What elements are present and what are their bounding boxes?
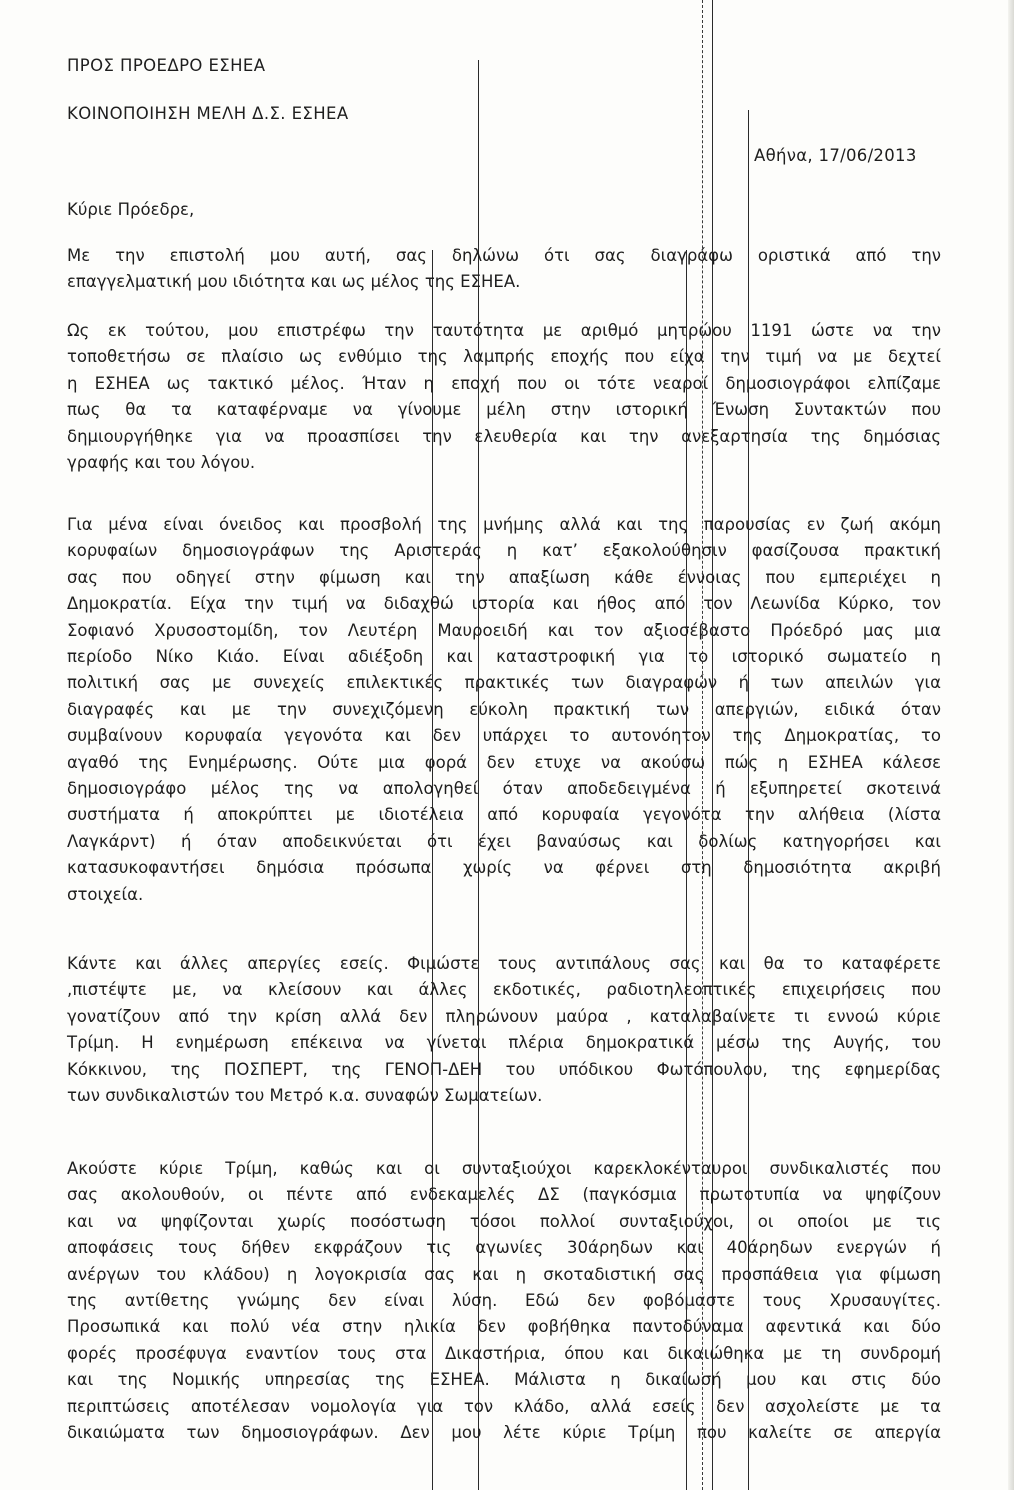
text-line: περιπτώσεις αποτέλεσαν νομολογία για τον κλάδο, αλλά εσείς δεν ασχολείστε με τα [67,1396,941,1416]
text-line: δημιουργήθηκε για να προασπίσει την ελευθερία και την ανεξαρτησία της δημόσιας [67,426,941,446]
text-line: των συνδικαλιστών του Μετρό κ.α. συναφών Σωματείων. [67,1086,543,1106]
text-line: ανέργων του κλάδου) η λογοκρισία σας και η σκοταδιστική σας προσπάθεια για φίμωση [67,1264,941,1284]
text-line: φορές προσέφυγα εναντίον τους στα Δικαστήρια, όπου και δικαιώθηκα με τη συνδρομή [67,1343,941,1363]
text-line: δικαιώματα των δημοσιογράφων. Δεν μου λέτε κύριε Τρίμη που καλείτε σε απεργία [67,1423,941,1443]
recipient-line: ΠΡΟΣ ΠΡΟΕΔΡΟ ΕΣΗΕΑ [67,56,266,75]
letter-paragraph [67,243,941,296]
letter-paragraph [67,1156,941,1446]
text-line: Προσωπικά και πολύ νέα στην ηλικία δεν φοβήθηκα παντοδύναμα αφεντικά και δύο [67,1317,941,1337]
text-line: πως θα τα καταφέρναμε να γίνουμε μέλη στην ιστορική Ένωση Συντακτών που [67,400,941,420]
text-line: περίοδο Νίκο Κιάο. Είναι αδιέξοδη και καταστροφική για το ιστορικό σωματείο η [67,647,941,667]
text-line: Σοφιανό Χρυσοστομίδη, τον Λευτέρη Μαυροειδή και τον αξιοσέβαστο Πρόεδρό μας μια [67,620,941,640]
text-line: της αντίθετης γνώμης δεν είναι λύση. Εδώ δεν φοβόμαστε τους Χρυσαυγίτες. [67,1291,941,1311]
text-line: σας που οδηγεί στην φίμωση και την απαξίωση κάθε έννοιας που εμπεριέχει η [67,567,941,587]
text-line: γραφής και του λόγου. [67,453,256,473]
text-line: συστήματα ή αποκρύπτει με ιδιοτέλεια από κορυφαία γεγονότα την αλήθεια (λίστα [67,805,941,825]
text-line: Λαγκάρντ) ή όταν αποδεικνύεται ότι έχει βαναύσως και δολίως κατηγορήσει και [67,831,941,851]
letter-paragraph [67,318,941,476]
text-line: Για μένα είναι όνειδος και προσβολή της μνήμης αλλά και της παρουσίας εν ζωή ακόμη [67,515,941,534]
text-line: διαγραφές και με την συνεχιζόμενη εύκολη πρακτική των απεργιών, ειδικά όταν [67,699,941,719]
text-line: Κάντε και άλλες απεργίες εσείς. Φιμώστε τους αντιπάλους σας και θα το καταφέρετε [67,954,941,973]
text-line: στοιχεία. [67,884,144,904]
letter-date: Αθήνα, 17/06/2013 [754,146,917,165]
text-line: Με την επιστολή μου αυτή, σας δηλώνω ότι σας διαγράφω οριστικά από την [67,246,941,265]
text-line: Δημοκρατία. Είχα την τιμή να διδαχθώ ιστορία και ήθος από τον Λεωνίδα Κύρκο, τον [67,594,941,614]
text-line: πολιτική σας με συνεχείς επιλεκτικές πρακτικές των διαγραφών ή των απειλών για [67,673,941,693]
text-line: τοποθετήσω σε πλαίσιο ως ενθύμιο της λαμπρής εποχής που είχα την τιμή να με δεχτεί [67,347,941,367]
text-line: και να ψηφίζονται χωρίς ποσόστωση τόσοι πολλοί συνταξιούχοι, οι οποίοι με τις [67,1211,941,1231]
text-line: ,πιστέψτε με, να κλείσουν και άλλες εκδοτικές, ραδιοτηλεοπτικές επιχειρήσεις που [67,980,941,1000]
text-line: αποφάσεις τους δήθεν εκφράζουν τις αγωνίες 30άρηδων και 40άρηδων ενεργών ή [67,1238,941,1258]
text-line: Τρίμη. Η ενημέρωση επέκεινα να γίνεται πλέρια δημοκρατικά μέσω της Αυγής, του [67,1033,941,1053]
scan-page-edge [1008,0,1014,1490]
text-line: συμβαίνουν κορυφαία γεγονότα και δεν υπάρχει το αυτονόητον της Δημοκρατίας, το [67,726,941,746]
text-line: κατασυκοφαντήσει δημόσια πρόσωπα χωρίς να φέρνει στη δημοσιότητα ακριβή [67,858,941,878]
text-line: η ΕΣΗΕΑ ως τακτικό μέλος. Ήταν η εποχή που οι τότε νεαροί δημοσιογράφοι ελπίζαμε [67,373,941,393]
text-line: Ως εκ τούτου, μου επιστρέφω την ταυτότητα με αριθμό μητρώου 1191 ώστε να την [67,321,941,340]
text-line: και της Νομικής υπηρεσίας της ΕΣΗΕΑ. Μάλιστα η δικαίωσή μου και στις δύο [67,1370,941,1390]
salutation: Κύριε Πρόεδρε, [67,200,195,219]
text-line: Κόκκινου, της ΠΟΣΠΕΡΤ, της ΓΕΝΟΠ-ΔΕΗ του υπόδικου Φωτόπουλου, της εφημερίδας [67,1059,941,1079]
letter-paragraph [67,951,941,1109]
text-line: αγαθό της Ενημέρωσης. Ούτε μια φορά δεν ετυχε να ακούσω πώς η ΕΣΗΕΑ κάλεσε [67,752,941,772]
text-line: Ακούστε κύριε Τρίμη, καθώς και οι συνταξιούχοι καρεκλοκένταυροι συνδικαλιστές που [67,1159,941,1178]
cc-line: ΚΟΙΝΟΠΟΙΗΣΗ ΜΕΛΗ Δ.Σ. ΕΣΗΕΑ [67,104,349,123]
text-line: επαγγελματική μου ιδιότητα και ως μέλος της ΕΣΗΕΑ. [67,272,521,292]
text-line: γονατίζουν από την κρίση αλλά δεν πληρώνουν μαύρα , καταλαβαίνετε τι εννοώ κύριε [67,1006,941,1026]
text-line: δημοσιογράφο μέλος της να απολογηθεί όταν αποδεδειγμένα ή εξυπηρετεί σκοτεινά [67,779,941,799]
text-line: κορυφαίων δημοσιογράφων της Αριστεράς η κατ’ εξακολούθησιν φασίζουσα πρακτική [67,541,941,561]
text-line: σας ακολουθούν, οι πέντε από ενδεκαμελές ΔΣ (παγκόσμια πρωτοτυπία να ψηφίζουν [67,1185,941,1205]
letter-paragraph [67,512,941,908]
